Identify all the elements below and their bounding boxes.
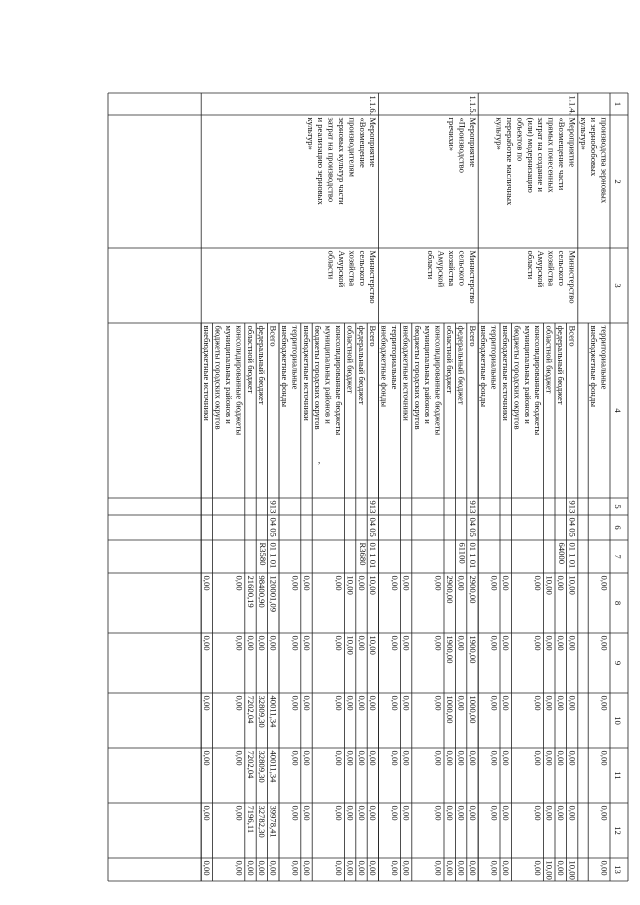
amount-cell: 0,00 — [202, 575, 213, 591]
column-header-6: 6 — [613, 525, 623, 530]
funding-source: консолидированные бюджеты — [334, 325, 344, 436]
amount-cell: 0,00 — [301, 860, 312, 876]
stray-mark: , — [318, 455, 321, 465]
funding-source: внебюджетные фонды — [589, 325, 600, 408]
continued-measure-title: и зернобобовых — [589, 117, 600, 177]
amount-cell: 0,00 — [390, 805, 400, 821]
amount-cell: 0,00 — [356, 860, 367, 876]
amount-cell: 0,00 — [433, 635, 444, 651]
amount-cell: 0,00 — [556, 695, 566, 711]
amount-cell: 0,00 — [501, 635, 511, 651]
amount-cell: 0,00 — [599, 575, 610, 591]
executor: сельского — [557, 250, 567, 286]
kbk-code-grbs: 913 — [567, 500, 578, 514]
measure-title: зерновых культур части — [337, 117, 347, 205]
amount-cell: 0,00 — [567, 805, 578, 821]
column-header-1: 1 — [613, 101, 623, 107]
funding-source: муниципальных районов и — [323, 325, 334, 424]
executor: сельского — [357, 250, 368, 286]
amount-cell: 0,00 — [268, 860, 279, 876]
kbk-code-target: 01 1 01 — [567, 542, 578, 569]
funding-source: областной бюджет — [345, 325, 356, 394]
amount-cell: 0,00 — [401, 750, 412, 766]
amount-cell: 10,00 — [544, 860, 555, 880]
continued-measure-title: производства зерновых — [599, 117, 610, 204]
funding-source: консолидированные бюджеты — [533, 325, 544, 436]
amount-cell: 0,00 — [489, 695, 500, 711]
amount-cell: 0,00 — [390, 575, 400, 591]
amount-cell: 10,00 — [567, 860, 578, 880]
amount-cell: 32809,30 — [257, 750, 268, 783]
amount-cell: 39978,41 — [268, 805, 279, 838]
amount-cell: 0,00 — [567, 695, 578, 711]
funding-source: муниципальных районов и — [224, 325, 234, 424]
amount-cell: 0,00 — [456, 805, 467, 821]
funding-source: внебюджетные источники — [202, 325, 213, 421]
funding-source: федеральный бюджет — [556, 325, 566, 405]
amount-cell: 10,00 — [345, 575, 356, 595]
amount-cell: 0,00 — [234, 695, 245, 711]
measure-title: культур» — [494, 117, 505, 150]
amount-cell: 0,00 — [290, 750, 301, 766]
amount-cell: 10,00 — [368, 635, 379, 655]
column-header-4: 4 — [613, 408, 623, 413]
amount-cell: 0,00 — [599, 695, 610, 711]
amount-cell: 0,00 — [356, 805, 367, 821]
amount-cell: 0,00 — [234, 860, 245, 876]
amount-cell: 0,00 — [433, 695, 444, 711]
amount-cell: 0,00 — [301, 635, 312, 651]
measure-title: «Возмещение — [357, 117, 368, 168]
amount-cell: 0,00 — [234, 805, 245, 821]
amount-cell: 0,00 — [489, 635, 500, 651]
amount-cell: 0,00 — [501, 695, 511, 711]
amount-cell: 0,00 — [290, 805, 301, 821]
amount-cell: 0,00 — [356, 750, 367, 766]
column-header-12: 12 — [613, 826, 623, 835]
amount-cell: 0,00 — [489, 575, 500, 591]
kbk-code-section: 04 05 — [567, 517, 578, 537]
column-header-5: 5 — [613, 504, 623, 509]
amount-cell: 0,00 — [356, 575, 367, 591]
amount-cell: 0,00 — [334, 805, 344, 821]
funding-source: внебюджетные источники — [301, 325, 312, 421]
amount-cell: 0,00 — [245, 860, 256, 876]
funding-source: внебюджетные источники — [501, 325, 511, 421]
column-header-2: 2 — [613, 179, 623, 184]
funding-source: Всего — [368, 325, 379, 347]
amount-cell: 0,00 — [334, 635, 344, 651]
amount-cell: 0,00 — [467, 860, 478, 876]
measure-title: культур» — [305, 117, 316, 150]
amount-cell: 0,00 — [202, 695, 213, 711]
amount-cell: 0,00 — [556, 805, 566, 821]
amount-cell: 0,00 — [202, 805, 213, 821]
amount-cell: 0,00 — [445, 750, 455, 766]
amount-cell: 0,00 — [202, 635, 213, 651]
column-header-13: 13 — [613, 865, 623, 874]
amount-cell: 0,00 — [433, 575, 444, 591]
column-header-9: 9 — [613, 660, 623, 666]
amount-cell: 0,00 — [234, 575, 245, 591]
measure-title: производителям — [347, 117, 358, 177]
kbk-code-grbs: 913 — [268, 500, 279, 514]
executor: области — [426, 250, 437, 280]
amount-cell: 0,00 — [445, 805, 455, 821]
column-header-8: 8 — [613, 600, 623, 606]
amount-cell: 0,00 — [290, 860, 301, 876]
amount-cell: 120001,09 — [268, 575, 279, 613]
amount-cell: 0,00 — [544, 695, 555, 711]
amount-cell: 0,00 — [556, 575, 566, 591]
executor: хозяйства — [347, 250, 358, 287]
amount-cell: 0,00 — [489, 805, 500, 821]
amount-cell: 0,00 — [433, 805, 444, 821]
funding-source: внебюджетные фонды — [280, 325, 290, 408]
amount-cell: 7196,11 — [245, 805, 256, 834]
amount-cell: 0,00 — [401, 805, 412, 821]
executor: области — [525, 250, 536, 280]
funding-source: муниципальных районов и — [522, 325, 533, 424]
amount-cell: 0,00 — [257, 860, 268, 876]
amount-cell: 0,00 — [345, 860, 356, 876]
amount-cell: 0,00 — [445, 860, 455, 876]
measure-title: гречихи» — [447, 117, 457, 152]
amount-cell: 98400,90 — [257, 575, 268, 608]
amount-cell: 0,00 — [533, 805, 544, 821]
amount-cell: 0,00 — [501, 860, 511, 876]
kbk-code-grbs: 913 — [368, 500, 379, 514]
funding-source: Всего — [567, 325, 578, 347]
amount-cell: 0,00 — [356, 695, 367, 711]
amount-cell: 7202,04 — [245, 695, 256, 724]
funding-source: территориальные — [290, 325, 301, 390]
amount-cell: 1900,00 — [467, 635, 478, 664]
amount-cell: 0,00 — [533, 860, 544, 876]
executor: Министерство — [467, 250, 478, 304]
amount-cell: 0,00 — [390, 635, 400, 651]
funding-source: бюджеты городских округов — [512, 325, 523, 430]
amount-cell: 0,00 — [334, 750, 344, 766]
amount-cell: 1900,00 — [445, 635, 455, 664]
funding-source: бюджеты городских округов — [213, 325, 224, 430]
amount-cell: 0,00 — [456, 860, 467, 876]
amount-cell: 0,00 — [533, 635, 544, 651]
funding-source: территориальные — [390, 325, 400, 390]
funding-source: территориальные — [599, 325, 610, 390]
measure-number: 1.1.4. — [567, 95, 578, 115]
measure-title: затрат на производство — [326, 117, 337, 203]
funding-source: федеральный бюджет — [456, 325, 467, 405]
amount-cell: 0,00 — [489, 860, 500, 876]
measure-title: прямых понесенных — [546, 117, 557, 193]
funding-source: внебюджетные фонды — [379, 325, 390, 408]
amount-cell: 0,00 — [301, 575, 312, 591]
amount-cell: 0,00 — [368, 860, 379, 876]
amount-cell: 0,00 — [533, 575, 544, 591]
amount-cell: 2900,00 — [445, 575, 455, 604]
amount-cell: 0,00 — [368, 750, 379, 766]
funding-source: областной бюджет — [544, 325, 555, 394]
amount-cell: 0,00 — [599, 805, 610, 821]
amount-cell: 0,00 — [599, 750, 610, 766]
amount-cell: 0,00 — [356, 635, 367, 651]
amount-cell: 0,00 — [390, 750, 400, 766]
funding-source: консолидированные бюджеты — [433, 325, 444, 436]
column-header-3: 3 — [613, 283, 623, 288]
executor: Амурской — [436, 250, 447, 288]
amount-cell: 0,00 — [401, 635, 412, 651]
amount-cell: 0,00 — [368, 805, 379, 821]
measure-title: переработке масличных — [505, 117, 515, 206]
amount-cell: 0,00 — [345, 805, 356, 821]
amount-cell: 10,00 — [544, 575, 555, 595]
measure-title: объектов по — [515, 117, 526, 162]
amount-cell: 0,00 — [567, 750, 578, 766]
amount-cell: 0,00 — [345, 695, 356, 711]
measure-number: 1.1.5. — [467, 95, 478, 115]
amount-cell: 0,00 — [599, 635, 610, 651]
kbk-code-target: 01 1 01 — [268, 542, 279, 569]
kbk-code-section: 04 05 — [467, 517, 478, 537]
executor: хозяйства — [546, 250, 557, 287]
amount-cell: 0,00 — [202, 860, 213, 876]
kbk-code-target: R3680 — [357, 542, 368, 566]
funding-source: бюджеты городских округов — [412, 325, 423, 430]
kbk-code-target: 64000 — [557, 542, 567, 564]
kbk-code-grbs: 913 — [467, 500, 478, 514]
kbk-code-section: 04 05 — [368, 517, 379, 537]
amount-cell: 0,00 — [599, 860, 610, 876]
funding-source: консолидированные бюджеты — [234, 325, 245, 436]
amount-cell: 10,00 — [567, 575, 578, 595]
amount-cell: 0,00 — [467, 805, 478, 821]
measure-number: 1.1.6. — [368, 95, 379, 115]
amount-cell: 0,00 — [368, 695, 379, 711]
funding-source: внебюджетные источники — [401, 325, 412, 421]
funding-source: Всего — [268, 325, 279, 347]
amount-cell: 0,00 — [401, 575, 412, 591]
amount-cell: 2900,00 — [467, 575, 478, 604]
amount-cell: 0,00 — [456, 750, 467, 766]
measure-title: «Возмещение части — [557, 117, 567, 191]
funding-source: областной бюджет — [445, 325, 455, 394]
measure-title: (или) модернизацию — [525, 117, 536, 193]
amount-cell: 40011,34 — [268, 695, 279, 728]
amount-cell: 0,00 — [345, 750, 356, 766]
amount-cell: 0,00 — [501, 750, 511, 766]
amount-cell: 0,00 — [334, 860, 344, 876]
amount-cell: 0,00 — [501, 805, 511, 821]
amount-cell: 10,00 — [368, 575, 379, 595]
amount-cell: 0,00 — [202, 750, 213, 766]
amount-cell: 1000,00 — [467, 695, 478, 724]
executor: сельского — [457, 250, 468, 286]
amount-cell: 0,00 — [401, 860, 412, 876]
amount-cell: 40011,34 — [268, 750, 279, 783]
amount-cell: 0,00 — [301, 805, 312, 821]
executor: Амурской — [337, 250, 347, 288]
amount-cell: 0,00 — [544, 750, 555, 766]
measure-title: Мероприятие — [467, 117, 478, 168]
amount-cell: 0,00 — [556, 635, 566, 651]
amount-cell: 0,00 — [290, 635, 301, 651]
funding-source: территориальные — [489, 325, 500, 390]
amount-cell: 0,00 — [467, 750, 478, 766]
measure-title: затрат на создание и — [536, 117, 547, 192]
amount-cell: 0,00 — [234, 750, 245, 766]
amount-cell: 0,00 — [301, 750, 312, 766]
kbk-code-target: 61100 — [457, 542, 468, 564]
amount-cell: 0,00 — [401, 695, 412, 711]
funding-source: внебюджетные фонды — [479, 325, 490, 408]
amount-cell: 0,00 — [489, 750, 500, 766]
amount-cell: 0,00 — [456, 635, 467, 651]
amount-cell: 0,00 — [456, 575, 467, 591]
amount-cell: 0,00 — [567, 635, 578, 651]
amount-cell: 0,00 — [245, 635, 256, 651]
funding-source: федеральный бюджет — [356, 325, 367, 405]
amount-cell: 0,00 — [533, 695, 544, 711]
column-header-7: 7 — [613, 554, 623, 559]
amount-cell: 0,00 — [301, 695, 312, 711]
amount-cell: 32809,30 — [257, 695, 268, 728]
amount-cell: 0,00 — [290, 695, 301, 711]
kbk-code-target: 01 1 01 — [368, 542, 379, 569]
funding-source: бюджеты городских округов — [313, 325, 324, 430]
amount-cell: 7202,04 — [245, 750, 256, 779]
amount-cell: 0,00 — [268, 635, 279, 651]
amount-cell: 0,00 — [390, 695, 400, 711]
amount-cell: 0,00 — [433, 860, 444, 876]
amount-cell: 0,00 — [390, 860, 400, 876]
amount-cell: 0,00 — [290, 575, 301, 591]
amount-cell: 10,00 — [345, 635, 356, 655]
amount-cell: 1000,00 — [445, 695, 455, 724]
funding-source: муниципальных районов и — [423, 325, 434, 424]
executor: области — [326, 250, 337, 280]
amount-cell: 0,00 — [334, 695, 344, 711]
amount-cell: 32782,30 — [257, 805, 268, 838]
amount-cell: 0,00 — [544, 635, 555, 651]
executor: Министерство — [368, 250, 379, 304]
amount-cell: 0,00 — [433, 750, 444, 766]
column-header-11: 11 — [613, 771, 623, 780]
executor: хозяйства — [447, 250, 457, 287]
column-header-10: 10 — [613, 716, 623, 725]
amount-cell: 0,00 — [556, 750, 566, 766]
amount-cell: 0,00 — [556, 860, 566, 876]
amount-cell: 0,00 — [257, 635, 268, 651]
amount-cell: 0,00 — [334, 575, 344, 591]
executor: Министерство — [567, 250, 578, 304]
amount-cell: 0,00 — [234, 635, 245, 651]
executor: Амурской — [536, 250, 547, 288]
funding-source: Всего — [467, 325, 478, 347]
amount-cell: 21600,19 — [245, 575, 256, 608]
amount-cell: 0,00 — [533, 750, 544, 766]
amount-cell: 0,00 — [544, 805, 555, 821]
measure-title: и реализацию зерновых — [316, 117, 327, 205]
amount-cell: 0,00 — [501, 575, 511, 591]
funding-source: федеральный бюджет — [257, 325, 268, 405]
amount-cell: 0,00 — [456, 695, 467, 711]
measure-title: Мероприятие — [567, 117, 578, 168]
kbk-code-target: R3580 — [258, 542, 269, 566]
continued-measure-title: культур» — [578, 117, 589, 150]
measure-title: «Производство — [457, 117, 468, 173]
kbk-code-target: 01 1 01 — [467, 542, 478, 569]
funding-source: областной бюджет — [245, 325, 256, 394]
measure-title: Мероприятие — [368, 117, 379, 168]
kbk-code-section: 04 05 — [268, 517, 279, 537]
